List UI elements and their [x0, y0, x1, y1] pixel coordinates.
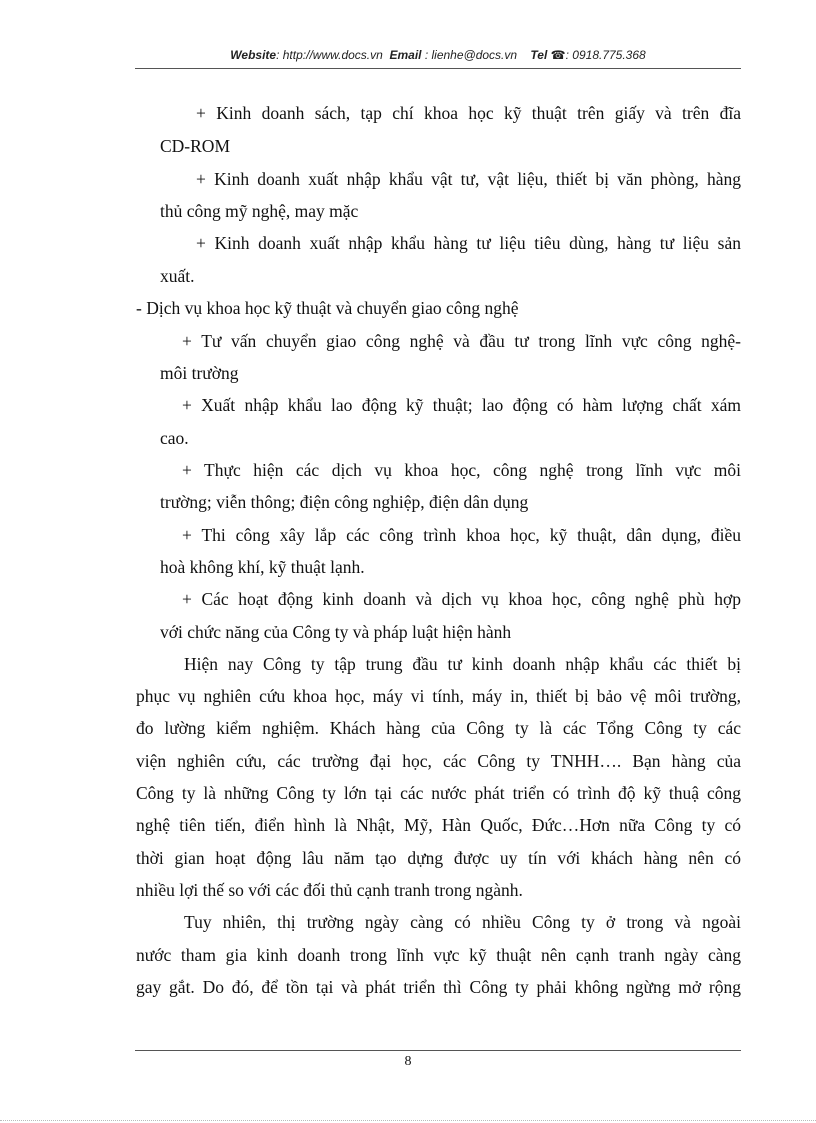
email-value: : lienhe@docs.vn [421, 48, 518, 62]
text-line: nghệ tiên tiến, điển hình là Nhật, Mỹ, Hàn Quốc, Đức…Hơn nữa Công ty có [136, 815, 741, 835]
text-line: + Kinh doanh sách, tạp chí khoa học kỹ thuật trên giấy và trên đĩa [196, 103, 741, 123]
text-line: nước tham gia kinh doanh trong lĩnh vực kỹ thuật nên cạnh tranh ngày càng [136, 945, 741, 965]
website-label: Website [230, 48, 277, 62]
text-line: trường; viễn thông; điện công nghiệp, điện dân dụng [160, 492, 529, 512]
footer-divider [135, 1050, 741, 1051]
text-line: + Thực hiện các dịch vụ khoa học, công nghệ trong lĩnh vực môi [182, 460, 741, 480]
tel-label: Tel [530, 48, 548, 62]
header-divider [135, 68, 741, 69]
text-line: Công ty là những Công ty lớn tại các nước phát triển có trình độ kỹ thuậ công [136, 783, 741, 803]
text-line: môi trường [160, 363, 239, 383]
text-line: gay gắt. Do đó, để tồn tại và phát triển thì Công ty phải không ngừng mở rộng [136, 977, 741, 997]
email-label: Email [389, 48, 422, 62]
text-line: + Kinh doanh xuất nhập khẩu vật tư, vật liệu, thiết bị văn phòng, hàng [196, 169, 741, 189]
text-line: Tuy nhiên, thị trường ngày càng có nhiều Công ty ở trong và ngoài [184, 912, 741, 932]
text-line: Hiện nay Công ty tập trung đầu tư kinh doanh nhập khẩu các thiết bị [184, 654, 741, 674]
website-value: : http://www.docs.vn [276, 48, 383, 62]
text-line: với chức năng của Công ty và pháp luật hiện hành [160, 622, 512, 642]
text-line: + Thi công xây lắp các công trình khoa học, kỹ thuật, dân dụng, điều [182, 525, 741, 545]
text-line: xuất. [160, 266, 195, 286]
text-line: + Kinh doanh xuất nhập khẩu hàng tư liệu tiêu dùng, hàng tư liệu sản [196, 233, 741, 253]
text-line: thủ công mỹ nghệ, may mặc [160, 201, 359, 221]
telephone-icon: ☎ [550, 48, 566, 62]
text-line: phục vụ nghiên cứu khoa học, máy vi tính, máy in, thiết bị bảo vệ môi trường, [136, 686, 741, 706]
text-line: + Các hoạt động kinh doanh và dịch vụ khoa học, công nghệ phù hợp [182, 589, 741, 609]
text-line: đo lường kiểm nghiệm. Khách hàng của Công ty là các Tổng Công ty các [136, 718, 741, 738]
text-line: viện nghiên cứu, các trường đại học, các Công ty TNHH…. Bạn hàng của [136, 751, 741, 771]
text-line: + Xuất nhập khẩu lao động kỹ thuật; lao động có hàm lượng chất xám [182, 395, 741, 415]
text-line: hoà không khí, kỹ thuật lạnh. [160, 557, 365, 577]
text-line: CD-ROM [160, 136, 231, 156]
text-line: nhiều lợi thế so với các đối thủ cạnh tranh trong ngành. [136, 880, 523, 900]
page-edge-dotted-line [0, 1120, 816, 1121]
text-line: thời gian hoạt động lâu năm tạo dựng được uy tín với khách hàng nên có [136, 848, 741, 868]
page-header [135, 48, 741, 62]
tel-value: : 0918.775.368 [565, 48, 646, 62]
page-number: 8 [404, 1054, 412, 1069]
text-line: cao. [160, 428, 189, 448]
text-line: + Tư vấn chuyển giao công nghệ và đầu tư trong lĩnh vực công nghệ- [182, 331, 741, 351]
text-line: - Dịch vụ khoa học kỹ thuật và chuyển giao công nghệ [136, 298, 519, 318]
